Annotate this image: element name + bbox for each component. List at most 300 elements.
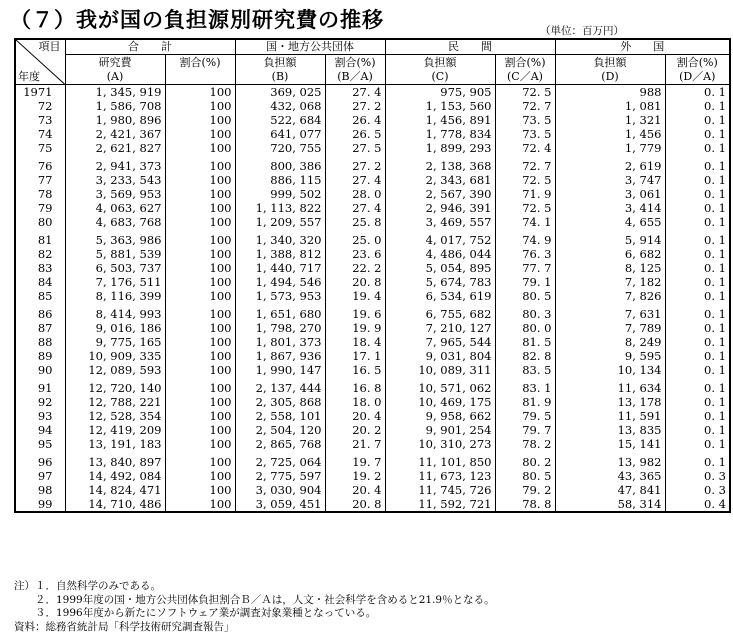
value-cell: 12, 089, 593: [65, 363, 165, 377]
value-cell: 9, 595: [555, 349, 665, 363]
value-cell: 83. 1: [495, 377, 555, 395]
value-cell: 10, 310, 273: [385, 437, 495, 451]
year-cell: 83: [15, 261, 65, 275]
value-cell: 0. 1: [665, 275, 730, 289]
value-cell: 27. 2: [325, 155, 385, 173]
value-cell: 1, 778, 834: [385, 127, 495, 141]
value-cell: 16. 5: [325, 363, 385, 377]
value-cell: 100: [165, 335, 235, 349]
value-cell: 18. 4: [325, 335, 385, 349]
value-cell: 27. 4: [325, 85, 385, 100]
year-cell: 97: [15, 469, 65, 483]
unit-label: （単位：百万円）: [540, 25, 624, 37]
footnote: ３．1996年度から新たにソフトウェア業が調査対象業種となっている。: [14, 607, 377, 619]
value-cell: 20. 4: [325, 409, 385, 423]
value-cell: 2, 775, 597: [235, 469, 325, 483]
value-cell: 23. 6: [325, 247, 385, 261]
value-cell: 100: [165, 229, 235, 247]
value-cell: 26. 4: [325, 113, 385, 127]
table-row: [15, 321, 730, 335]
value-cell: 0. 1: [665, 423, 730, 437]
value-cell: 2, 621, 827: [65, 141, 165, 155]
value-cell: 0. 1: [665, 349, 730, 363]
value-cell: 27. 4: [325, 173, 385, 187]
value-cell: 0. 4: [665, 497, 730, 512]
value-cell: 2, 343, 681: [385, 173, 495, 187]
value-cell: 13, 835: [555, 423, 665, 437]
column-header-code: (A): [65, 70, 165, 85]
value-cell: 1, 586, 708: [65, 99, 165, 113]
year-cell: 95: [15, 437, 65, 451]
value-cell: 20. 8: [325, 275, 385, 289]
value-cell: 19. 7: [325, 451, 385, 469]
year-cell: 73: [15, 113, 65, 127]
table-row: [15, 229, 730, 247]
value-cell: 14, 824, 471: [65, 483, 165, 497]
table-row: [15, 497, 730, 512]
value-cell: 11, 592, 721: [385, 497, 495, 512]
value-cell: 100: [165, 377, 235, 395]
value-cell: 1, 209, 557: [235, 215, 325, 229]
table-row: [15, 275, 730, 289]
corner-label-year: 年度: [18, 70, 40, 83]
value-cell: 0. 1: [665, 451, 730, 469]
value-cell: 77. 7: [495, 261, 555, 275]
table-row: [15, 451, 730, 469]
value-cell: 0. 1: [665, 155, 730, 173]
table-row: [15, 85, 730, 100]
value-cell: 7, 176, 511: [65, 275, 165, 289]
value-cell: 6, 534, 619: [385, 289, 495, 303]
value-cell: 3, 469, 557: [385, 215, 495, 229]
column-header-code: [165, 70, 235, 85]
table-row: [15, 155, 730, 173]
value-cell: 100: [165, 483, 235, 497]
column-header: 割合(%): [325, 55, 385, 70]
value-cell: 11, 673, 123: [385, 469, 495, 483]
value-cell: 0. 1: [665, 395, 730, 409]
value-cell: 9, 031, 804: [385, 349, 495, 363]
value-cell: 975, 905: [385, 85, 495, 100]
value-cell: 5, 881, 539: [65, 247, 165, 261]
value-cell: 100: [165, 451, 235, 469]
year-cell: 92: [15, 395, 65, 409]
value-cell: 0. 1: [665, 247, 730, 261]
year-cell: 84: [15, 275, 65, 289]
table-row: [15, 201, 730, 215]
value-cell: 100: [165, 275, 235, 289]
value-cell: 1, 456: [555, 127, 665, 141]
value-cell: 26. 5: [325, 127, 385, 141]
year-cell: 81: [15, 229, 65, 247]
value-cell: 1, 990, 147: [235, 363, 325, 377]
value-cell: 6, 503, 737: [65, 261, 165, 275]
value-cell: 10, 469, 175: [385, 395, 495, 409]
value-cell: 17. 1: [325, 349, 385, 363]
value-cell: 3, 061: [555, 187, 665, 201]
value-cell: 22. 2: [325, 261, 385, 275]
value-cell: 80. 5: [495, 469, 555, 483]
value-cell: 100: [165, 469, 235, 483]
value-cell: 6, 682: [555, 247, 665, 261]
value-cell: 25. 0: [325, 229, 385, 247]
value-cell: 0. 1: [665, 113, 730, 127]
table-row: [15, 437, 730, 451]
year-cell: 80: [15, 215, 65, 229]
column-header-code: (D／A): [665, 70, 730, 85]
value-cell: 100: [165, 423, 235, 437]
value-cell: 1, 980, 896: [65, 113, 165, 127]
value-cell: 79. 2: [495, 483, 555, 497]
value-cell: 2, 421, 367: [65, 127, 165, 141]
value-cell: 800, 386: [235, 155, 325, 173]
value-cell: 0. 1: [665, 437, 730, 451]
column-header-code: (B／A): [325, 70, 385, 85]
year-cell: 87: [15, 321, 65, 335]
value-cell: 7, 182: [555, 275, 665, 289]
value-cell: 1, 867, 936: [235, 349, 325, 363]
year-cell: 89: [15, 349, 65, 363]
value-cell: 10, 089, 311: [385, 363, 495, 377]
column-header: 負担額: [385, 55, 495, 70]
value-cell: 13, 840, 897: [65, 451, 165, 469]
value-cell: 11, 745, 726: [385, 483, 495, 497]
value-cell: 100: [165, 395, 235, 409]
group-header-government: 国・地方公共団体: [235, 39, 385, 55]
value-cell: 5, 054, 895: [385, 261, 495, 275]
table-row: [15, 363, 730, 377]
value-cell: 76. 3: [495, 247, 555, 261]
value-cell: 4, 683, 768: [65, 215, 165, 229]
value-cell: 78. 2: [495, 437, 555, 451]
value-cell: 1, 573, 953: [235, 289, 325, 303]
value-cell: 19. 6: [325, 303, 385, 321]
corner-header-cell: [15, 39, 65, 85]
value-cell: 100: [165, 201, 235, 215]
value-cell: 2, 305, 868: [235, 395, 325, 409]
value-cell: 8, 125: [555, 261, 665, 275]
value-cell: 2, 567, 390: [385, 187, 495, 201]
value-cell: 1, 113, 822: [235, 201, 325, 215]
value-cell: 74. 1: [495, 215, 555, 229]
value-cell: 100: [165, 113, 235, 127]
value-cell: 27. 2: [325, 99, 385, 113]
value-cell: 12, 720, 140: [65, 377, 165, 395]
value-cell: 8, 414, 993: [65, 303, 165, 321]
value-cell: 19. 4: [325, 289, 385, 303]
value-cell: 12, 419, 209: [65, 423, 165, 437]
value-cell: 10, 134: [555, 363, 665, 377]
footnote: 注）１．自然科学のみである。: [14, 580, 161, 592]
value-cell: 21. 7: [325, 437, 385, 451]
year-cell: 79: [15, 201, 65, 215]
value-cell: 100: [165, 141, 235, 155]
column-header: 割合(%): [165, 55, 235, 70]
value-cell: 100: [165, 155, 235, 173]
value-cell: 100: [165, 349, 235, 363]
table-row: [15, 141, 730, 155]
year-cell: 93: [15, 409, 65, 423]
value-cell: 80. 5: [495, 289, 555, 303]
value-cell: 1, 494, 546: [235, 275, 325, 289]
value-cell: 100: [165, 261, 235, 275]
value-cell: 12, 788, 221: [65, 395, 165, 409]
value-cell: 720, 755: [235, 141, 325, 155]
value-cell: 0. 1: [665, 99, 730, 113]
value-cell: 72. 5: [495, 201, 555, 215]
value-cell: 72. 4: [495, 141, 555, 155]
table-row: [15, 303, 730, 321]
value-cell: 4, 017, 752: [385, 229, 495, 247]
value-cell: 0. 1: [665, 173, 730, 187]
value-cell: 18. 0: [325, 395, 385, 409]
year-cell: 1971: [15, 85, 65, 100]
value-cell: 14, 492, 084: [65, 469, 165, 483]
table-row: [15, 395, 730, 409]
value-cell: 2, 138, 368: [385, 155, 495, 173]
research-expenditure-table: [14, 38, 731, 513]
value-cell: 4, 486, 044: [385, 247, 495, 261]
value-cell: 0. 1: [665, 127, 730, 141]
column-header: 負担額: [555, 55, 665, 70]
value-cell: 2, 725, 064: [235, 451, 325, 469]
value-cell: 72. 7: [495, 99, 555, 113]
column-header: 負担額: [235, 55, 325, 70]
value-cell: 2, 619: [555, 155, 665, 173]
value-cell: 5, 674, 783: [385, 275, 495, 289]
table-row: [15, 289, 730, 303]
column-header-code: (D): [555, 70, 665, 85]
value-cell: 27. 4: [325, 201, 385, 215]
value-cell: 2, 865, 768: [235, 437, 325, 451]
value-cell: 5, 363, 986: [65, 229, 165, 247]
value-cell: 79. 7: [495, 423, 555, 437]
footnote: ２．1999年度の国・地方公共団体負担割合Ｂ／Ａは，人文・社会科学を含めると21.9％となる。: [14, 593, 495, 606]
value-cell: 0. 3: [665, 469, 730, 483]
year-cell: 82: [15, 247, 65, 261]
value-cell: 3, 233, 543: [65, 173, 165, 187]
value-cell: 14, 710, 486: [65, 497, 165, 512]
value-cell: 28. 0: [325, 187, 385, 201]
value-cell: 15, 141: [555, 437, 665, 451]
value-cell: 0. 1: [665, 289, 730, 303]
column-header-code: (C／A): [495, 70, 555, 85]
value-cell: 73. 5: [495, 127, 555, 141]
value-cell: 2, 558, 101: [235, 409, 325, 423]
table-row: [15, 377, 730, 395]
value-cell: 2, 941, 373: [65, 155, 165, 173]
year-cell: 74: [15, 127, 65, 141]
year-cell: 78: [15, 187, 65, 201]
value-cell: 83. 5: [495, 363, 555, 377]
value-cell: 641, 077: [235, 127, 325, 141]
value-cell: 522, 684: [235, 113, 325, 127]
value-cell: 0. 1: [665, 229, 730, 247]
value-cell: 72. 5: [495, 85, 555, 100]
value-cell: 71. 9: [495, 187, 555, 201]
value-cell: 0. 1: [665, 215, 730, 229]
value-cell: 3, 747: [555, 173, 665, 187]
value-cell: 100: [165, 437, 235, 451]
value-cell: 9, 016, 186: [65, 321, 165, 335]
value-cell: 100: [165, 215, 235, 229]
value-cell: 80. 3: [495, 303, 555, 321]
value-cell: 0. 1: [665, 201, 730, 215]
table-row: [15, 335, 730, 349]
value-cell: 20. 4: [325, 483, 385, 497]
value-cell: 8, 249: [555, 335, 665, 349]
value-cell: 11, 591: [555, 409, 665, 423]
value-cell: 10, 909, 335: [65, 349, 165, 363]
value-cell: 73. 5: [495, 113, 555, 127]
table-row: [15, 423, 730, 437]
value-cell: 100: [165, 247, 235, 261]
value-cell: 78. 8: [495, 497, 555, 512]
value-cell: 16. 8: [325, 377, 385, 395]
year-cell: 86: [15, 303, 65, 321]
value-cell: 0. 1: [665, 303, 730, 321]
value-cell: 47, 841: [555, 483, 665, 497]
value-cell: 58, 314: [555, 497, 665, 512]
year-cell: 72: [15, 99, 65, 113]
value-cell: 432, 068: [235, 99, 325, 113]
value-cell: 0. 1: [665, 377, 730, 395]
value-cell: 6, 755, 682: [385, 303, 495, 321]
value-cell: 886, 115: [235, 173, 325, 187]
value-cell: 1, 081: [555, 99, 665, 113]
value-cell: 4, 655: [555, 215, 665, 229]
value-cell: 10, 571, 062: [385, 377, 495, 395]
value-cell: 20. 2: [325, 423, 385, 437]
value-cell: 0. 1: [665, 363, 730, 377]
value-cell: 0. 3: [665, 483, 730, 497]
value-cell: 0. 1: [665, 187, 730, 201]
table-row: [15, 469, 730, 483]
value-cell: 4, 063, 627: [65, 201, 165, 215]
year-cell: 76: [15, 155, 65, 173]
table-row: [15, 483, 730, 497]
value-cell: 100: [165, 173, 235, 187]
value-cell: 79. 5: [495, 409, 555, 423]
table-row: [15, 127, 730, 141]
value-cell: 12, 528, 354: [65, 409, 165, 423]
table-row: [15, 173, 730, 187]
value-cell: 9, 901, 254: [385, 423, 495, 437]
value-cell: 100: [165, 85, 235, 100]
corner-label-item: 項目: [38, 40, 61, 53]
table-row: [15, 261, 730, 275]
column-header-code: (B): [235, 70, 325, 85]
value-cell: 25. 8: [325, 215, 385, 229]
value-cell: 81. 9: [495, 395, 555, 409]
year-cell: 88: [15, 335, 65, 349]
table-row: [15, 187, 730, 201]
year-cell: 85: [15, 289, 65, 303]
value-cell: 72. 5: [495, 173, 555, 187]
value-cell: 100: [165, 363, 235, 377]
value-cell: 9, 958, 662: [385, 409, 495, 423]
page-title: （７）我が国の負担源別研究費の推移: [10, 8, 384, 32]
value-cell: 43, 365: [555, 469, 665, 483]
year-cell: 90: [15, 363, 65, 377]
value-cell: 1, 321: [555, 113, 665, 127]
group-header-private: 民 間: [385, 39, 555, 55]
group-header-foreign: 外 国: [555, 39, 730, 55]
value-cell: 100: [165, 321, 235, 335]
value-cell: 13, 191, 183: [65, 437, 165, 451]
table-row: [15, 99, 730, 113]
year-cell: 75: [15, 141, 65, 155]
value-cell: 1, 899, 293: [385, 141, 495, 155]
year-cell: 98: [15, 483, 65, 497]
value-cell: 1, 801, 373: [235, 335, 325, 349]
year-cell: 96: [15, 451, 65, 469]
value-cell: 5, 914: [555, 229, 665, 247]
column-header-code: (C): [385, 70, 495, 85]
value-cell: 2, 504, 120: [235, 423, 325, 437]
value-cell: 988: [555, 85, 665, 100]
value-cell: 2, 137, 444: [235, 377, 325, 395]
value-cell: 100: [165, 303, 235, 321]
value-cell: 1, 456, 891: [385, 113, 495, 127]
value-cell: 1, 651, 680: [235, 303, 325, 321]
value-cell: 0. 1: [665, 261, 730, 275]
value-cell: 9, 775, 165: [65, 335, 165, 349]
value-cell: 7, 965, 544: [385, 335, 495, 349]
value-cell: 0. 1: [665, 409, 730, 423]
value-cell: 7, 210, 127: [385, 321, 495, 335]
year-cell: 77: [15, 173, 65, 187]
value-cell: 74. 9: [495, 229, 555, 247]
value-cell: 80. 2: [495, 451, 555, 469]
value-cell: 7, 789: [555, 321, 665, 335]
value-cell: 100: [165, 497, 235, 512]
column-header: 割合(%): [495, 55, 555, 70]
year-cell: 99: [15, 497, 65, 512]
value-cell: 1, 345, 919: [65, 85, 165, 100]
value-cell: 19. 2: [325, 469, 385, 483]
value-cell: 100: [165, 187, 235, 201]
table-row: [15, 247, 730, 261]
value-cell: 20. 8: [325, 497, 385, 512]
value-cell: 0. 1: [665, 85, 730, 100]
value-cell: 0. 1: [665, 321, 730, 335]
table-row: [15, 113, 730, 127]
year-cell: 91: [15, 377, 65, 395]
value-cell: 13, 178: [555, 395, 665, 409]
value-cell: 3, 569, 953: [65, 187, 165, 201]
value-cell: 27. 5: [325, 141, 385, 155]
value-cell: 11, 634: [555, 377, 665, 395]
value-cell: 7, 826: [555, 289, 665, 303]
value-cell: 3, 059, 451: [235, 497, 325, 512]
value-cell: 1, 779: [555, 141, 665, 155]
value-cell: 2, 946, 391: [385, 201, 495, 215]
value-cell: 8, 116, 399: [65, 289, 165, 303]
table-row: [15, 349, 730, 363]
table-row: [15, 409, 730, 423]
table-row: [15, 215, 730, 229]
value-cell: 1, 153, 560: [385, 99, 495, 113]
value-cell: 1, 798, 270: [235, 321, 325, 335]
value-cell: 1, 440, 717: [235, 261, 325, 275]
value-cell: 13, 982: [555, 451, 665, 469]
year-cell: 94: [15, 423, 65, 437]
column-header: 割合(%): [665, 55, 730, 70]
value-cell: 11, 101, 850: [385, 451, 495, 469]
value-cell: 369, 025: [235, 85, 325, 100]
value-cell: 3, 414: [555, 201, 665, 215]
